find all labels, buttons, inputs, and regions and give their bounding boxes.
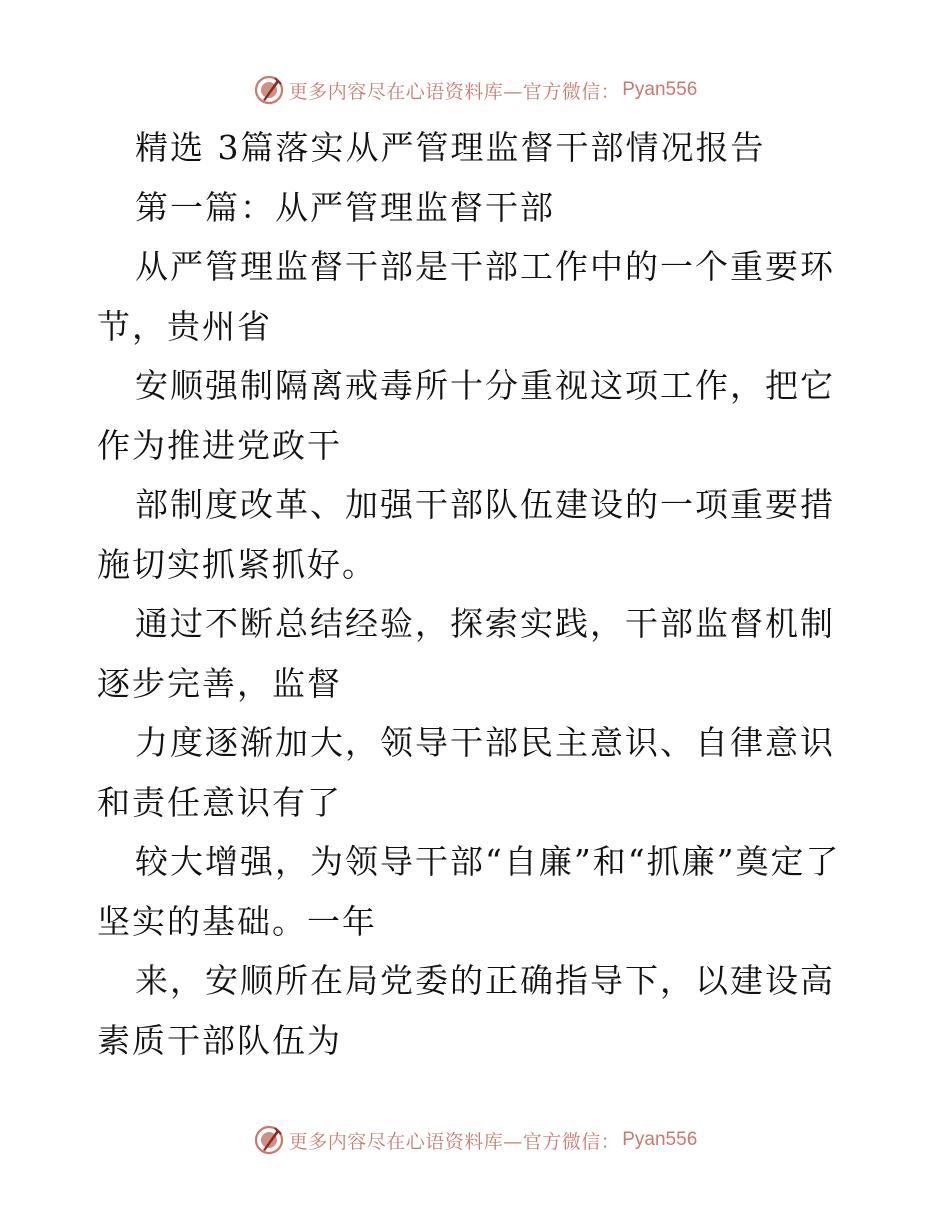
- doc-paragraph: 从严管理监督干部是干部工作中的一个重要环节，贵州省: [97, 247, 835, 346]
- doc-paragraph: 较大增强，为领导干部“自廉”和“抓廉”奠定了坚实的基础。一年: [97, 842, 841, 941]
- doc-paragraph: 通过不断总结经验，探索实践，干部监督机制逐步完善，监督: [97, 604, 835, 703]
- quill-seal-icon: [253, 1124, 285, 1156]
- footer-promo-text: 更多内容尽在心语资料库—官方微信：: [288, 1130, 621, 1153]
- doc-paragraph: 来，安顺所在局党委的正确指导下，以建设高素质干部队伍为: [97, 961, 835, 1060]
- doc-title: 精选 3篇落实从严管理监督干部情况报告: [135, 128, 766, 167]
- doc-paragraph: 安顺强制隔离戒毒所十分重视这项工作，把它作为推进党政干: [97, 366, 835, 465]
- footer-wechat-id: Pyan556: [622, 1129, 698, 1150]
- doc-paragraph: 部制度改革、加强干部队伍建设的一项重要措施切实抓紧抓好。: [97, 485, 835, 584]
- header-wechat-id: Pyan556: [622, 79, 698, 100]
- quill-seal-icon: [253, 74, 285, 106]
- footer-banner: [0, 1120, 950, 1160]
- doc-section-heading: 第一篇：从严管理监督干部: [135, 187, 555, 227]
- doc-paragraph: 力度逐渐加大，领导干部民主意识、自律意识和责任意识有了: [97, 723, 835, 822]
- document-body: [97, 118, 857, 1070]
- header-promo-text: 更多内容尽在心语资料库—官方微信：: [288, 80, 621, 103]
- header-banner: [0, 70, 950, 110]
